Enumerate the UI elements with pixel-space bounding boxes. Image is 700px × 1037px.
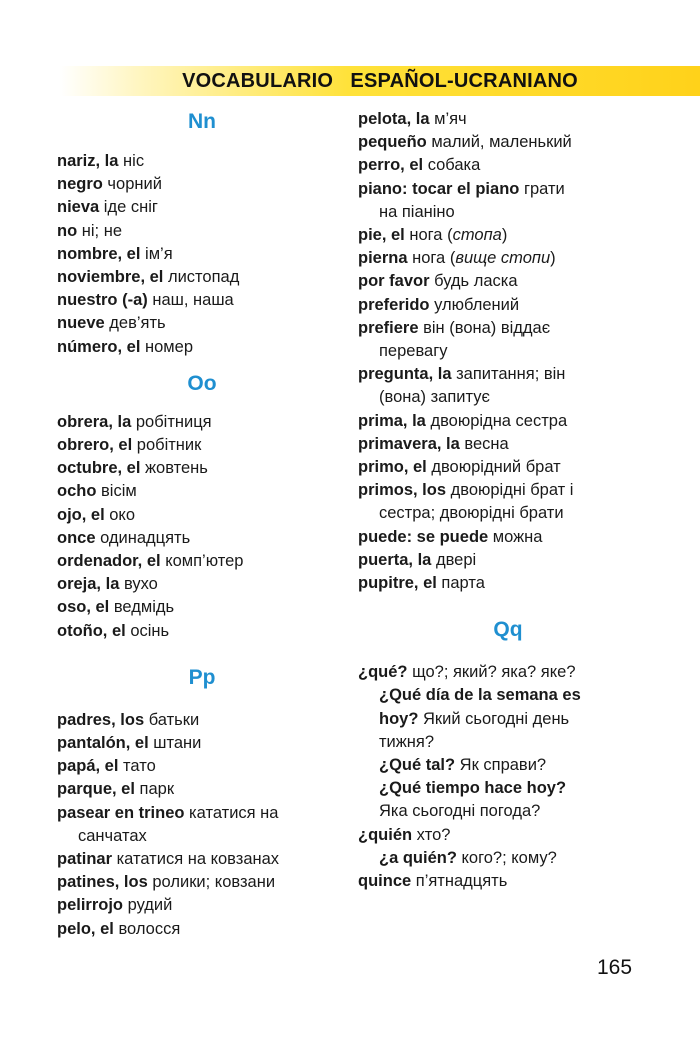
translation: весна [459, 434, 509, 453]
headword: pequeño [358, 133, 427, 152]
translation: п’ятнадцять [411, 872, 508, 891]
translation: двоюрідна сестра [425, 411, 568, 430]
dictionary-entry [57, 894, 347, 917]
translation: вісім [96, 482, 137, 501]
dictionary-entry [57, 596, 347, 619]
dictionary-entry [358, 317, 658, 340]
dictionary-entry [358, 684, 658, 707]
dictionary-entry [57, 480, 347, 503]
dictionary-entry [57, 243, 347, 266]
dictionary-entry [358, 479, 658, 502]
section-heading-n: Nn [188, 110, 216, 133]
translation: чорний [102, 175, 162, 194]
headword: pantalón, el [57, 734, 149, 753]
headword: patines, los [57, 873, 148, 892]
headword: oso, el [57, 598, 110, 617]
dictionary-entry [57, 457, 347, 480]
translation: ведмідь [109, 598, 175, 617]
page-number: 165 [597, 956, 633, 979]
translation: кого?; кому? [456, 848, 557, 867]
translation: іде сніг [99, 198, 158, 217]
dictionary-entry [57, 825, 347, 848]
dictionary-entry [358, 294, 658, 317]
translation: листопад [163, 268, 240, 287]
dictionary-entry [57, 336, 347, 359]
dictionary-entry [358, 661, 658, 684]
headword: ordenador, el [57, 552, 161, 571]
dictionary-entry [358, 340, 658, 363]
headword: nuestro (-a) [57, 291, 148, 310]
dictionary-entry [358, 363, 658, 386]
dictionary-entry [57, 289, 347, 312]
translation: нога ( [407, 249, 456, 268]
dictionary-entry [57, 918, 347, 941]
translation: улюблений [429, 295, 520, 314]
dictionary-entry [57, 173, 347, 196]
dictionary-entry [358, 270, 658, 293]
translation: двоюрідний брат [426, 458, 561, 477]
translation: робітниця [131, 412, 212, 431]
dictionary-entry [57, 266, 347, 289]
translation: можна [488, 527, 543, 546]
headword: pupitre, el [358, 574, 437, 593]
headword: papá, el [57, 757, 119, 776]
translation: жовтень [140, 459, 208, 478]
dictionary-entry [57, 755, 347, 778]
headword: hoy? [379, 709, 419, 728]
translation: перевагу [379, 342, 448, 361]
dictionary-entry [358, 154, 658, 177]
title-band [60, 66, 700, 96]
headword: por favor [358, 272, 430, 291]
headword: padres, los [57, 710, 145, 729]
translation: ролики; ковзани [147, 873, 276, 892]
dictionary-entry [57, 802, 347, 825]
dictionary-entry [57, 196, 347, 219]
dictionary-entry [358, 754, 658, 777]
dictionary-entry [358, 410, 658, 433]
translation: сестра; двоюрідні брати [379, 504, 564, 523]
headword: número, el [57, 337, 141, 356]
translation: (вона) запитує [379, 388, 490, 407]
translation-italic: вище стопи [455, 249, 551, 268]
translation: нога ( [404, 226, 453, 245]
headword: preferido [358, 295, 430, 314]
translation: двері [431, 550, 477, 569]
translation: що?; який? яка? яке? [407, 663, 576, 682]
translation: будь ласка [429, 272, 518, 291]
translation: собака [423, 156, 481, 175]
dictionary-entry [358, 456, 658, 479]
headword: ¿Qué tiempo hace hoy? [379, 779, 567, 798]
dictionary-entry [57, 871, 347, 894]
translation: ім’я [140, 244, 173, 263]
headword: otoño, el [57, 621, 126, 640]
translation: око [104, 505, 136, 524]
headword: perro, el [358, 156, 424, 175]
headword: pierna [358, 249, 408, 268]
dictionary-entry [57, 312, 347, 335]
headword: prefiere [358, 318, 419, 337]
headword: pasear en trineo [57, 803, 185, 822]
translation: батьки [144, 710, 200, 729]
translation: на піаніно [379, 202, 455, 221]
dictionary-entry [358, 201, 658, 224]
left-column [57, 108, 347, 941]
translation: комп’ютер [160, 552, 244, 571]
dictionary-entry [358, 247, 658, 270]
translation-italic: стопа [452, 226, 502, 245]
dictionary-entry [358, 870, 658, 893]
translation: кататися на ковзанах [112, 850, 280, 869]
dictionary-entry [358, 526, 658, 549]
translation: ) [501, 226, 508, 245]
dictionary-entry [57, 434, 347, 457]
translation: рудий [123, 896, 173, 915]
dictionary-entry [57, 220, 347, 243]
translation: грати [519, 179, 565, 198]
translation: волосся [113, 919, 181, 938]
dictionary-entry [358, 386, 658, 409]
translation: номер [140, 337, 194, 356]
entries-p-right [358, 108, 658, 595]
dictionary-entry [358, 433, 658, 456]
translation: тато [118, 757, 156, 776]
translation: хто? [412, 825, 451, 844]
translation: парта [436, 574, 485, 593]
right-column [358, 108, 658, 893]
dictionary-entry [358, 731, 658, 754]
headword: obrera, la [57, 412, 132, 431]
headword: ¿qué? [358, 663, 408, 682]
headword: nariz, la [57, 152, 119, 170]
headword: primos, los [358, 481, 447, 500]
translation: ні; не [77, 221, 122, 240]
translation: Яка сьогодні погода? [379, 802, 541, 821]
translation: м’яч [429, 110, 467, 128]
dictionary-entry [358, 824, 658, 847]
translation: кататися на [184, 803, 279, 822]
dictionary-entry [358, 178, 658, 201]
dictionary-entry [57, 527, 347, 550]
dictionary-entry [358, 847, 658, 870]
translation: дев’ять [104, 314, 166, 333]
headword: primavera, la [358, 434, 460, 453]
headword: ¿Qué día de la semana es [379, 686, 581, 705]
section-heading-q: Qq [493, 618, 523, 642]
translation: малий, маленький [426, 133, 572, 152]
headword: patinar [57, 850, 113, 869]
page-title: VOCABULARIO ESPAÑOL-UCRANIANO [182, 70, 578, 92]
headword: ¿a quién? [379, 848, 457, 867]
dictionary-entry [358, 502, 658, 525]
headword: ¿Qué tal? [379, 756, 456, 775]
dictionary-entry [358, 131, 658, 154]
headword: quince [358, 872, 412, 891]
dictionary-entry [358, 800, 658, 823]
translation: ніс [118, 152, 145, 170]
headword: once [57, 528, 96, 547]
translation: робітник [132, 436, 202, 455]
entries-p-left [57, 709, 347, 941]
headword: puerta, la [358, 550, 432, 569]
dictionary-entry [358, 549, 658, 572]
translation: штани [148, 734, 202, 753]
headword: primo, el [358, 458, 427, 477]
dictionary-entry [57, 573, 347, 596]
dictionary-entry [358, 572, 658, 595]
translation: наш, наша [147, 291, 234, 310]
entries-q [358, 661, 658, 893]
headword: ojo, el [57, 505, 105, 524]
headword: parque, el [57, 780, 135, 799]
headword: nueve [57, 314, 105, 333]
dictionary-entry [358, 708, 658, 731]
headword: puede: se puede [358, 527, 489, 546]
headword: no [57, 221, 78, 240]
dictionary-entry [57, 150, 347, 173]
translation: Як справи? [455, 756, 547, 775]
headword: noviembre, el [57, 268, 164, 287]
dictionary-entry [358, 224, 658, 247]
headword: oreja, la [57, 575, 120, 594]
translation: вухо [119, 575, 158, 594]
dictionary-entry [57, 732, 347, 755]
headword: ¿quién [358, 825, 413, 844]
headword: pregunta, la [358, 365, 452, 384]
headword: nieva [57, 198, 100, 217]
headword: pie, el [358, 226, 405, 245]
translation: одинадцять [95, 528, 191, 547]
headword: pelota, la [358, 110, 430, 128]
headword: pelirrojo [57, 896, 124, 915]
dictionary-entry [57, 411, 347, 434]
headword: obrero, el [57, 436, 133, 455]
dictionary-entry [57, 504, 347, 527]
dictionary-entry [57, 550, 347, 573]
dictionary-entry [57, 778, 347, 801]
headword: prima, la [358, 411, 426, 430]
headword: ocho [57, 482, 97, 501]
translation: ) [550, 249, 556, 268]
dictionary-entry [57, 620, 347, 643]
dictionary-entry [358, 777, 658, 800]
entries-o [57, 411, 347, 643]
translation: двоюрідні брат і [446, 481, 574, 500]
translation: запитання; він [451, 365, 566, 384]
headword: nombre, el [57, 244, 141, 263]
dictionary-entry [57, 848, 347, 871]
section-heading-o: Oo [187, 371, 217, 395]
headword: octubre, el [57, 459, 141, 478]
translation: він (вона) віддає [418, 318, 551, 337]
section-heading-p: Pp [188, 665, 216, 689]
headword: piano: tocar el piano [358, 179, 520, 198]
headword: negro [57, 175, 103, 194]
dictionary-entry [358, 108, 658, 131]
translation: парк [134, 780, 175, 799]
translation: санчатах [78, 826, 147, 845]
dictionary-entry [57, 709, 347, 732]
entries-n [57, 150, 347, 359]
translation: Який сьогодні день [418, 709, 570, 728]
translation: осінь [125, 621, 170, 640]
translation: тижня? [379, 732, 435, 751]
headword: pelo, el [57, 919, 114, 938]
